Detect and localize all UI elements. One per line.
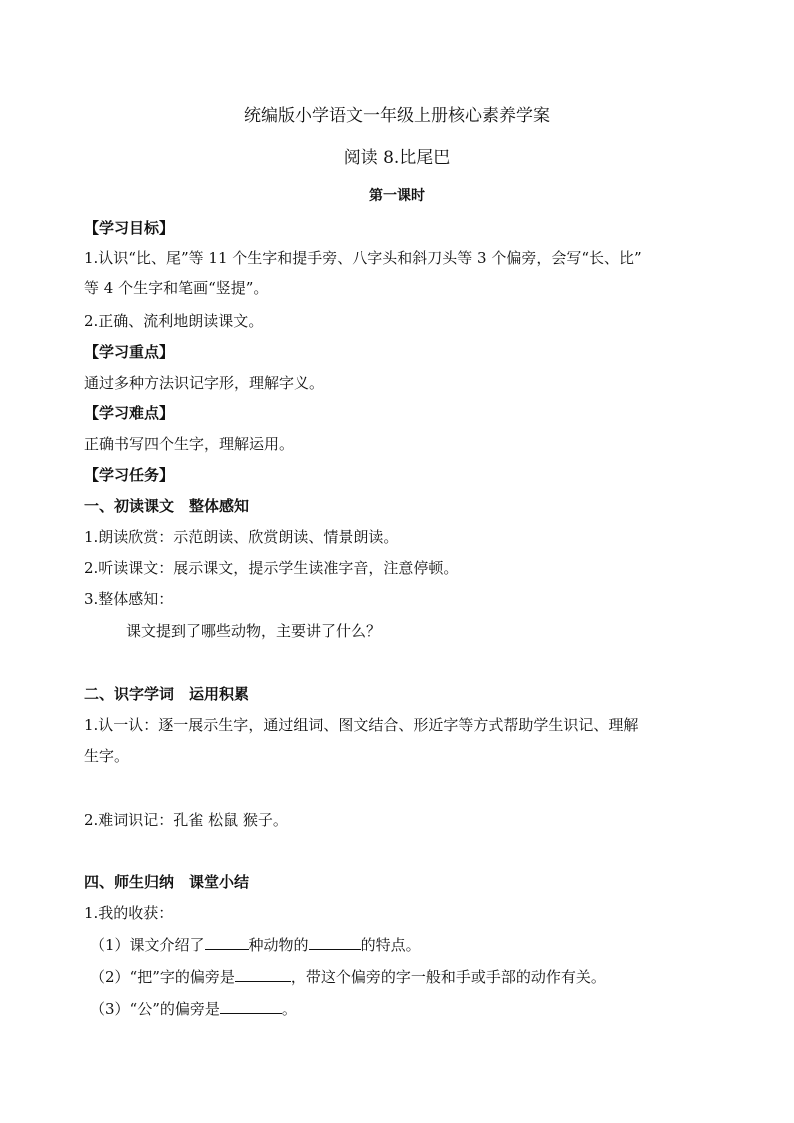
q2-text-b: ，带这个偏旁的字一般和手或手部的动作有关。 [290,968,606,986]
q1-blank-2[interactable] [309,934,361,950]
tasks-heading: 【学习任务】 [84,466,175,484]
period-label: 第一课时 [369,188,425,204]
summary-question-2 [90,966,606,987]
difficulty-heading: 【学习难点】 [84,404,175,422]
q1-blank-1[interactable] [205,934,249,950]
section-4-item-1: 1.我的收获： [84,904,174,922]
q3-text-a: （3）“公”的偏旁是 [90,1000,220,1018]
lesson-title: 阅读 8.比尾巴 [343,148,451,168]
goal-1-line-1: 1.认识“比、尾”等 11 个生字和提手旁、八字头和斜刀头等 3 个偏旁，会写“长、比” [84,249,642,267]
q2-blank[interactable] [235,966,291,982]
q1-text-a: （1）课文介绍了 [90,936,205,954]
section-1-item-3: 3.整体感知： [84,590,174,608]
section-2-heading: 二、识字学词 运用积累 [84,685,250,703]
q3-blank[interactable] [220,998,282,1014]
section-4-heading: 四、师生归纳 课堂小结 [84,873,250,891]
q1-text-b: 种动物的 [248,936,309,954]
section-1-item-2: 2.听读课文：展示课文，提示学生读准字音，注意停顿。 [84,559,459,577]
goal-1-line-2: 等 4 个生字和笔画“竖提”。 [84,279,269,297]
summary-question-3 [90,998,297,1019]
difficulty-text: 正确书写四个生字，理解运用。 [84,435,295,453]
focus-text: 通过多种方法识记字形，理解字义。 [84,374,325,392]
q1-text-c: 的特点。 [360,936,421,954]
section-1-heading: 一、初读课文 整体感知 [84,497,250,515]
section-2-item-2: 2.难词识记：孔雀 松鼠 猴子。 [84,811,288,829]
section-2-item-1-line-2: 生字。 [84,747,130,765]
section-1-question: 课文提到了哪些动物，主要讲了什么？ [126,622,382,640]
document-title: 统编版小学语文一年级上册核心素养学案 [244,106,550,126]
summary-question-1 [90,934,421,955]
goal-2: 2.正确、流利地朗读课文。 [84,312,264,330]
focus-heading: 【学习重点】 [84,343,175,361]
section-2-item-1-line-1: 1.认一认：逐一展示生字，通过组词、图文结合、形近字等方式帮助学生识记、理解 [84,716,639,734]
section-1-item-1: 1.朗读欣赏：示范朗读、欣赏朗读、情景朗读。 [84,528,399,546]
q2-text-a: （2）“把”字的偏旁是 [90,968,235,986]
goals-heading: 【学习目标】 [84,219,175,237]
q3-text-b: 。 [281,1000,297,1018]
